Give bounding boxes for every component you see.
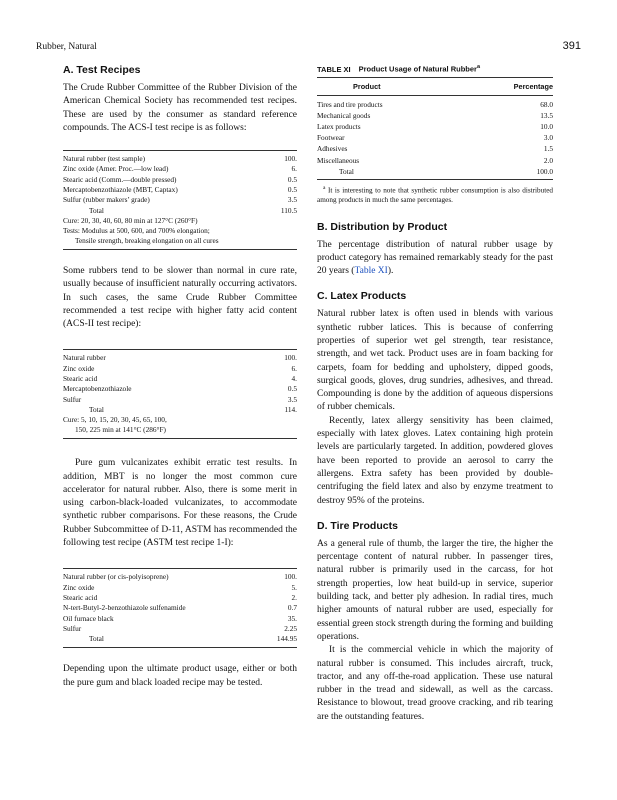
distribution-text: The percentage distribution of natural rubber usage by product category has remained remarkably steady for the past 20 years ( [317,239,553,277]
ingredient-amount: 0.5 [287,174,297,184]
product-name: Tires and tire products [317,99,383,109]
product-name: Latex products [317,121,361,131]
paragraph-latex-2: Recently, latex allergy sensitivity has been claimed, especially with latex gloves. Latex containing high protein levels are particularly targeted. In addition, powdered gloves have been reported to provide an aerosol to carry the allergens. Extra safety has been provided by double-centrifuging the field latex and also by enzyme treatment to destroy 95% of the proteins. [317,415,553,506]
table-label: TABLE XI [317,64,351,74]
ingredient-name: Sulfur [63,394,82,404]
heading-distribution: B. Distribution by Product [317,220,448,233]
table-title: Product Usage of Natural Rubber [358,64,477,74]
column-header-percentage: Percentage [513,81,553,91]
recipe-row [63,603,297,613]
ingredient-amount: 4. [291,374,297,384]
ingredient-name: N-tert-Butyl-2-benzothiazole sulfenamide [63,603,186,613]
ingredient-name: Natural rubber (test sample) [63,154,146,164]
ingredient-name: Natural rubber [63,353,106,363]
recipe-cure-note-cont: 150, 225 min at 141°C (286°F) [75,425,166,435]
table-row [317,110,553,121]
recipe-row [63,164,297,174]
ingredient-name: Mercaptobenzothiazole [63,384,132,394]
paragraph-pure-gum: Pure gum vulcanizates exhibit erratic test results. In addition, MBT is no longer the most common cure accelerator for natural rubber. Also, there is some merit in using carbon-black-loaded vulcanizates, to accommodate synthetic rubber comparisons. For these reasons, the Crude Rubber Subcommittee of D-11, ASTM has recommended the following test recipe (ASTM test recipe 1-I): [63,458,297,549]
ingredient-amount: 35. [287,613,297,623]
table-total-row [317,166,553,177]
table-row [317,99,553,110]
recipe-cure-note: Cure: 5, 10, 15, 20, 30, 45, 65, 100, [63,415,167,425]
ingredient-amount: 5. [291,582,297,592]
recipe-row [63,185,297,195]
paragraph-latex-1: Natural rubber latex is often used in blends with various synthetic rubber latices. This is because of conferring properties of superior wet gel strength, tear resistance, strength, and wet tack. Product uses are in foam backing for carpets, foam for bedding and upholstery, dipped goods, surgical goods, gloves, drug sundries, adhesives, and thread. Compounding is done by the addition of aqueous dispersions of rubber chemicals. [317,309,553,413]
recipe-row [63,384,297,394]
footnote-text: It is interesting to note that synthetic rubber consumption is also distributed among products in much the same percentages. [317,186,553,204]
ingredient-amount: 0.5 [287,384,297,394]
recipe-row [63,374,297,384]
recipe-total-row [63,405,297,415]
ingredient-name: Stearic acid [63,592,98,602]
right-column [317,64,553,724]
ingredient-name: Sulfur [63,623,82,633]
column-header-product: Product [353,81,381,91]
paragraph-tire-1: As a general rule of thumb, the larger the tire, the higher the percentage content of natural rubber. In passenger tires, natural rubber is primarily used in the carcass, for hot strength properties, low heat build-up in service, superior building tack, and better ply adhesion. In radial tires, much higher amounts of natural rubber are used, especially for essential green stock strength during the forming and building operations. [317,538,553,642]
product-name: Miscellaneous [317,155,360,165]
ingredient-amount: 100. [284,572,297,582]
ingredient-name: Mercaptobenzothiazole (MBT, Captax) [63,185,178,195]
heading-tire-products: D. Tire Products [317,519,398,532]
ingredient-name: Natural rubber (or cis-polyisoprene) [63,572,169,582]
recipe-row [63,614,297,624]
ingredient-amount: 0.7 [287,603,297,613]
total-label: Total [89,634,104,644]
table-row [317,143,553,154]
table-xi-link[interactable]: Table XI [354,266,388,277]
ingredient-name: Stearic acid [63,374,98,384]
recipe-row [63,583,297,593]
recipe-row [63,395,297,405]
ingredient-amount: 6. [291,363,297,373]
table-row [317,132,553,143]
ingredient-name: Zinc oxide [63,582,95,592]
recipe-row [63,364,297,374]
total-label: Total [339,166,354,176]
paragraph-tire-2: It is the commercial vehicle in which the majority of natural rubber is consumed. This includes aircraft, truck, tractor, and any off-the-road application. These use natural rubber in the tread and sidewall, as well as the carcass. Resistance to blowout, tread groove cracking, and rib tearing are the outstanding features. [317,645,553,722]
table-row [317,155,553,166]
recipe-total-row [63,634,297,644]
table-body [317,96,553,179]
ingredient-amount: 100. [284,353,297,363]
ingredient-amount: 3.5 [287,394,297,404]
recipe-acs-ii [63,349,297,439]
ingredient-amount: 100. [284,154,297,164]
recipe-row [63,572,297,582]
footnote-mark: a [323,184,326,191]
total-amount: 114. [284,404,297,414]
recipe-row [63,175,297,185]
table-caption [317,64,553,74]
product-percentage: 1.5 [543,144,553,154]
recipe-tests-note-cont: Tensile strength, breaking elongation on all cures [75,235,219,245]
table-row [317,121,553,132]
total-label: Total [89,404,104,414]
paragraph-depending: Depending upon the ultimate product usage, either or both the pure gum and black loaded recipe may be tested. [63,664,297,688]
product-usage-table [317,77,553,180]
recipe-row [63,353,297,363]
product-percentage: 3.0 [543,133,553,143]
table-title-footnote-mark: a [476,64,481,70]
distribution-text-end: ). [387,266,394,277]
running-title: Rubber, Natural [36,42,97,52]
total-amount: 110.5 [280,205,297,215]
recipe-cure-note: Cure: 20, 30, 40, 60, 80 min at 127°C (260°F) [63,215,198,225]
ingredient-name: Stearic acid (Comm.—double pressed) [63,174,177,184]
product-name: Adhesives [317,144,348,154]
recipe-total-row [63,206,297,216]
recipe-row [63,154,297,164]
total-label: Total [89,205,104,215]
total-percentage: 100.0 [536,166,553,176]
product-name: Mechanical goods [317,110,371,120]
table-header-row [317,78,553,96]
product-percentage: 2.0 [543,155,553,165]
recipe-row [63,624,297,634]
paragraph-distribution [317,239,553,279]
heading-latex-products: C. Latex Products [317,290,407,303]
product-percentage: 10.0 [540,121,553,131]
recipe-tests-note: Tests: Modulus at 500, 600, and 700% elongation; [63,225,210,235]
recipe-row [63,593,297,603]
page-number: 391 [562,40,581,52]
product-percentage: 13.5 [540,110,553,120]
recipe-astm-1-i [63,568,297,648]
total-amount: 144.95 [276,634,297,644]
ingredient-name: Sulfur (rubber makers’ grade) [63,195,150,205]
product-percentage: 68.0 [540,99,553,109]
ingredient-amount: 2.25 [284,623,297,633]
heading-test-recipes: A. Test Recipes [63,64,141,76]
ingredient-name: Zinc oxide [63,363,95,373]
table-footnote [317,184,553,206]
ingredient-amount: 6. [291,164,297,174]
paragraph-slow-cure: Some rubbers tend to be slower than normal in cure rate, usually because of insufficient naturally occurring activators. In such cases, the same Crude Rubber Committee recommended a test recipe with higher fatty acid content (ACS-II test recipe): [63,265,297,330]
recipe-acs-i [63,150,297,250]
recipe-row [63,195,297,205]
ingredient-name: Zinc oxide (Amer. Proc.—low lead) [63,164,169,174]
ingredient-amount: 0.5 [287,185,297,195]
paragraph-acs-intro: The Crude Rubber Committee of the Rubber Division of the American Chemical Society has recommended test recipes. These are used by the consumer as standard reference compounds. The ACS-I test recipe is as follows: [63,83,297,133]
ingredient-amount: 3.5 [287,195,297,205]
product-name: Footwear [317,133,345,143]
ingredient-amount: 2. [291,592,297,602]
ingredient-name: Oil furnace black [63,613,114,623]
left-column [63,64,297,690]
